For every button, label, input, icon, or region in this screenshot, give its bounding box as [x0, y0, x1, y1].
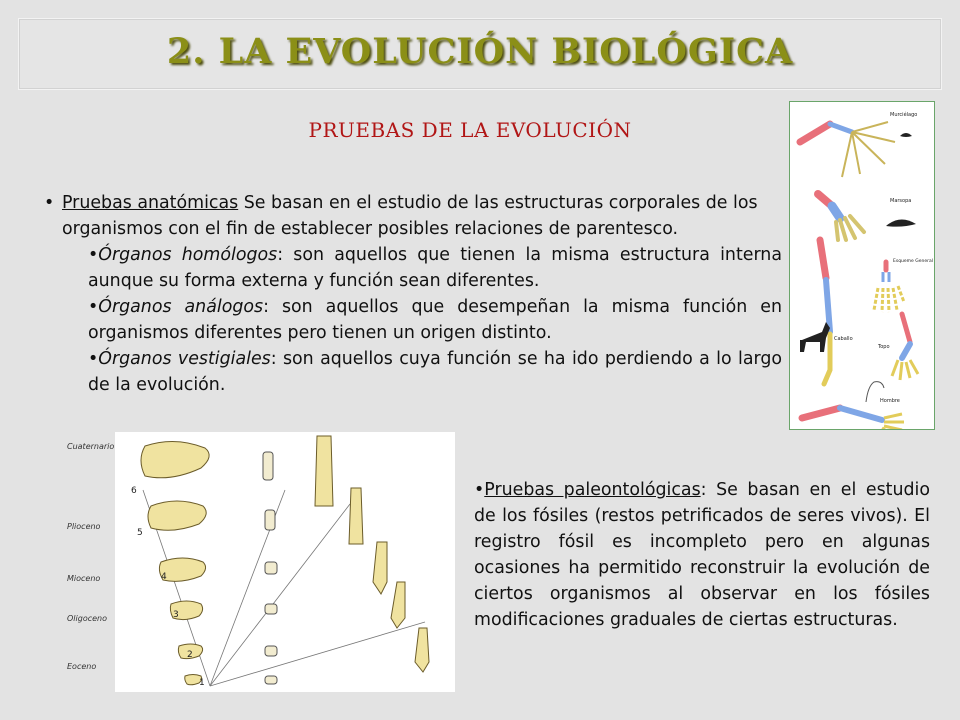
limb-illustration	[790, 102, 934, 429]
limb-label-general: Esqueme General	[893, 259, 933, 264]
era-label-quaternary: Cuaternario	[67, 442, 115, 451]
homologous-text: : son aquellos que tienen la misma estructura interna aunque su forma externa y función sean diferentes.	[88, 245, 782, 291]
bullet-dot: •	[88, 297, 99, 317]
mole-limb	[892, 314, 918, 380]
stage-number-1: 1	[199, 678, 205, 688]
homologous-term: Órganos homólogos	[98, 245, 278, 265]
human-limb	[802, 382, 904, 429]
anatomical-text: Se basan en el estudio de las estructuras corporales de los organismos con el fin de establecer posibles relaciones de parentesco.	[62, 193, 758, 239]
anatomical-evidence-block	[40, 190, 782, 398]
analogous-item	[88, 294, 782, 346]
bullet-dot: •	[474, 480, 485, 500]
stage-number-3: 3	[173, 610, 179, 620]
bullet-dot: •	[88, 245, 99, 265]
paleontological-evidence-block	[474, 477, 930, 633]
stage-number-6: 6	[131, 486, 137, 496]
stage-number-4: 4	[161, 572, 167, 582]
section-subtitle: PRUEBAS DE LA EVOLUCIÓN	[308, 118, 632, 142]
stage-number-5: 5	[137, 528, 143, 538]
bat-limb	[800, 122, 912, 177]
horse-evolution-figure	[67, 432, 455, 692]
vestigial-item	[88, 346, 782, 398]
stage-number-2: 2	[187, 650, 193, 660]
paleontological-text: : Se basan en el estudio de los fósiles (restos petrificados de seres vivos). El registro fósil es incompleto pero en algunas ocasiones ha permitido reconstruir la evolución de ciertos organismos al observar en los fósiles modificaciones graduales de ciertas estructuras.	[474, 480, 930, 630]
slide-title: 2. LA EVOLUCIÓN BIOLÓGICA	[166, 31, 794, 72]
limb-label-horse: Caballo	[834, 336, 853, 342]
era-label-miocene: Mioceno	[67, 574, 101, 583]
limb-label-bat: Murciélago	[890, 112, 918, 118]
homologous-item	[88, 242, 782, 294]
limb-label-mole: Topo	[878, 344, 890, 350]
anatomical-bullet	[40, 190, 782, 242]
era-label-pliocene: Plioceno	[67, 522, 101, 531]
era-label-eocene: Eoceno	[67, 662, 97, 671]
bullet-dot: •	[44, 193, 55, 213]
bullet-dot: •	[88, 349, 99, 369]
horse-limb	[800, 240, 830, 384]
paleontological-heading: Pruebas paleontológicas	[484, 480, 701, 500]
limb-label-human: Hombre	[880, 398, 900, 404]
homologous-limbs-figure	[789, 101, 935, 430]
limb-label-porpoise: Marsopa	[890, 198, 912, 204]
title-box	[18, 18, 942, 90]
era-label-oligocene: Oligoceno	[67, 614, 107, 623]
analogous-term: Órganos análogos	[98, 297, 264, 317]
anatomical-heading: Pruebas anatómicas	[62, 193, 239, 213]
general-scheme-limb	[874, 262, 904, 312]
analogous-text: : son aquellos que desempeñan la misma función en organismos diferentes pero tienen un origen distinto.	[88, 297, 782, 343]
vestigial-term: Órganos vestigiales	[98, 349, 271, 369]
vestigial-text: : son aquellos cuya función se ha ido perdiendo a lo largo de la evolución.	[88, 349, 782, 395]
